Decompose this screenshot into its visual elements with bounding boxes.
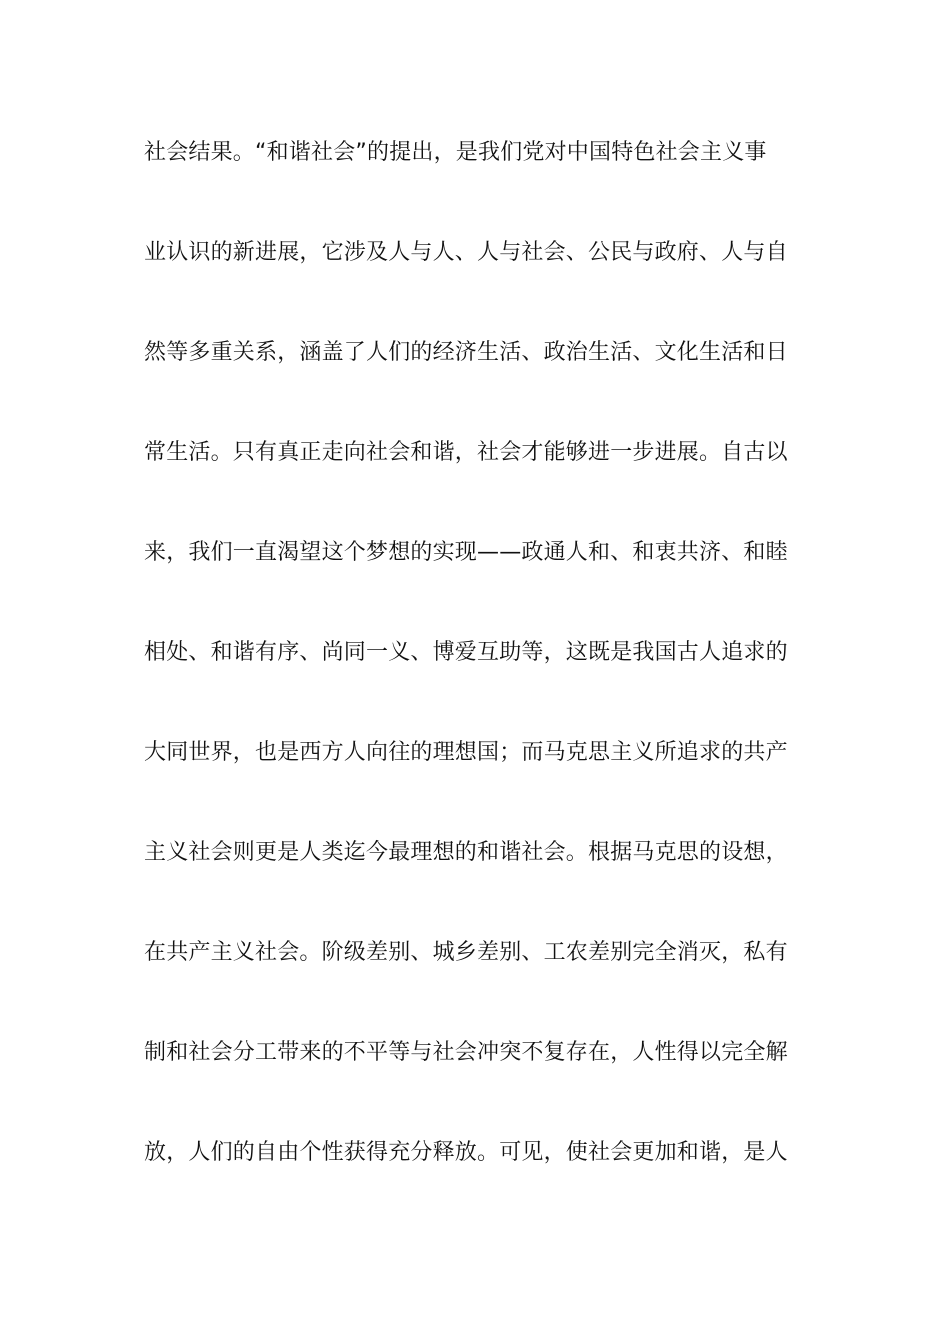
text-line: 主义社会则更是人类迄今最理想的和谐社会。根据马克思的设想， <box>144 840 788 865</box>
text-line: 放，人们的自由个性获得充分释放。可见，使社会更加和谐，是人 <box>144 1140 788 1165</box>
text-line: 常生活。只有真正走向社会和谐，社会才能够进一步进展。自古以 <box>144 440 788 465</box>
text-line: 制和社会分工带来的不平等与社会冲突不复存在，人性得以完全解 <box>144 1040 788 1065</box>
text-line: 业认识的新进展，它涉及人与人、人与社会、公民与政府、人与自 <box>144 240 788 265</box>
text-line: 社会结果。“和谐社会”的提出，是我们党对中国特色社会主义事 <box>144 140 767 165</box>
text-line: 在共产主义社会。阶级差别、城乡差别、工农差别完全消灭，私有 <box>144 940 788 965</box>
text-line: 相处、和谐有序、尚同一义、博爱互助等，这既是我国古人追求的 <box>144 640 788 665</box>
text-line: 然等多重关系，涵盖了人们的经济生活、政治生活、文化生活和日 <box>144 340 788 365</box>
text-line: 来，我们一直渴望这个梦想的实现——政通人和、和衷共济、和睦 <box>144 540 788 565</box>
body-text <box>144 128 824 1228</box>
text-line: 大同世界，也是西方人向往的理想国；而马克思主义所追求的共产 <box>144 740 788 765</box>
